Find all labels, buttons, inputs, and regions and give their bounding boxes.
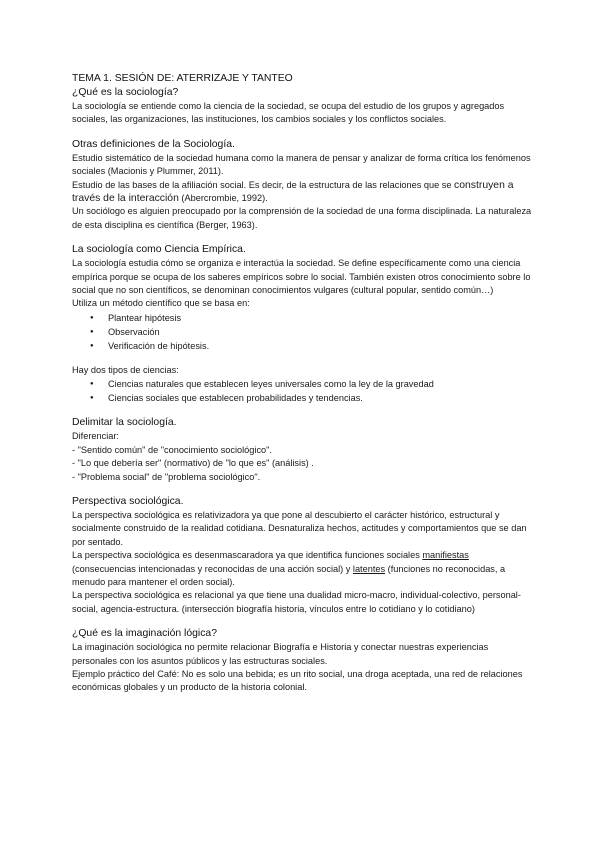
list-item: ● Verificación de hipótesis. <box>72 339 532 353</box>
section-heading-what-is-sociology: ¿Qué es la sociología? <box>72 87 179 98</box>
list-item: ● Ciencias sociales que establecen probabilidades y tendencias. <box>72 391 532 405</box>
types-intro: Hay dos tipos de ciencias: <box>72 364 179 375</box>
term-latentes: latentes <box>352 563 386 574</box>
paragraph-definition: La sociología se entiende como la ciencia de la sociedad, se ocupa del estudio de los grupos y agregados sociales, las organizaciones, las instituciones, los cambios sociales y los conflictos sociales. <box>72 101 505 125</box>
list-item: ● Ciencias naturales que establecen leyes universales como la ley de la gravedad <box>72 377 532 391</box>
document-page <box>72 72 532 695</box>
paragraph-unmasking <box>72 549 532 589</box>
types-list <box>72 377 532 405</box>
section-heading-perspective: Perspectiva sociológica. <box>72 495 184 507</box>
method-list <box>72 311 532 353</box>
list-item: ● Plantear hipótesis <box>72 311 532 325</box>
delimit-item: - "Lo que debería ser" (normativo) de "lo que es" (análisis) . <box>72 458 314 469</box>
paragraph-relativizing: La perspectiva sociológica es relativizadora ya que pone al descubierto el carácter histórico, estructural y socialmente construido de la realidad cotidiana. Desnaturaliza hechos, actitudes y comportamientos que se dan por sentado. <box>72 509 527 547</box>
paragraph-relational: La perspectiva sociológica es relacional ya que tiene una dualidad micro-macro, individual-colectivo, personal-social, agencia-estructura. (intersección biografía historia, vínculos entre lo cotidiano y lo cotidiano) <box>72 590 521 614</box>
paragraph-imagination: La imaginación sociológica no permite relacionar Biografía e Historia y conectar nuestras experiencias personales con los asuntos públicos y las estructuras sociales. <box>72 642 489 666</box>
paragraph-def-abercrombie <box>72 179 532 206</box>
unmasking-text: La perspectiva sociológica es desenmascaradora ya que identifica funciones sociales <box>72 550 423 561</box>
def2-citation: (Abercrombie, 1992). <box>178 193 268 204</box>
delimit-subheading: Diferenciar: <box>72 431 119 442</box>
term-manifiestas: manifiestas <box>422 550 469 561</box>
def2-emphasis: construyen a través de la interacción <box>72 179 514 205</box>
paragraph-coffee-example: Ejemplo práctico del Café: No es solo una bebida; es un rito social, una droga aceptada, una red de relaciones económicas globales y un producto de la historia colonial. <box>72 668 523 693</box>
section-heading-imagination: ¿Qué es la imaginación lógica? <box>72 628 217 640</box>
delimit-item: - "Sentido común" de "conocimiento sociológico". <box>72 444 272 455</box>
delimit-item: - "Problema social" de "problema sociológico". <box>72 471 261 482</box>
unmasking-text-2: (consecuencias intencionadas y reconocidas de una acción social) y <box>72 563 353 574</box>
def2-text: Estudio de las bases de la afiliación social. Es decir, de la estructura de las relaciones que se <box>72 179 452 190</box>
section-heading-empirical-science: La sociología como Ciencia Empírica. <box>72 244 246 256</box>
paragraph-def-macionis: Estudio sistemático de la sociedad humana como la manera de pensar y analizar de forma crítica los fenómenos sociales (Macionis y Plummer, 2011). <box>72 152 531 177</box>
section-heading-other-definitions: Otras definiciones de la Sociología. <box>72 138 235 150</box>
document-title: TEMA 1. SESIÓN DE: ATERRIZAJE Y TANTEO <box>72 73 293 84</box>
section-heading-delimit: Delimitar la sociología. <box>72 417 177 429</box>
list-item: ● Observación <box>72 325 532 339</box>
method-intro: Utiliza un método científico que se basa en: <box>72 298 250 309</box>
paragraph-empirical: La sociología estudia cómo se organiza e interactúa la sociedad. Se define específicamente como una ciencia empírica porque se ocupa de los saberes empíricos sobre lo social. También existen otros conocimiento sobre lo social que no son científicos, se denominan conocimientos vulgares (cultural popular, sentido común…) <box>72 258 531 296</box>
paragraph-def-berger: Un sociólogo es alguien preocupado por la comprensión de la sociedad de una forma disciplinada. La naturaleza de esta disciplina es científica (Berger, 1963). <box>72 206 532 230</box>
unmasking-text-3: (funciones no reconocidas, a menudo para mantener el orden social). <box>72 563 506 587</box>
